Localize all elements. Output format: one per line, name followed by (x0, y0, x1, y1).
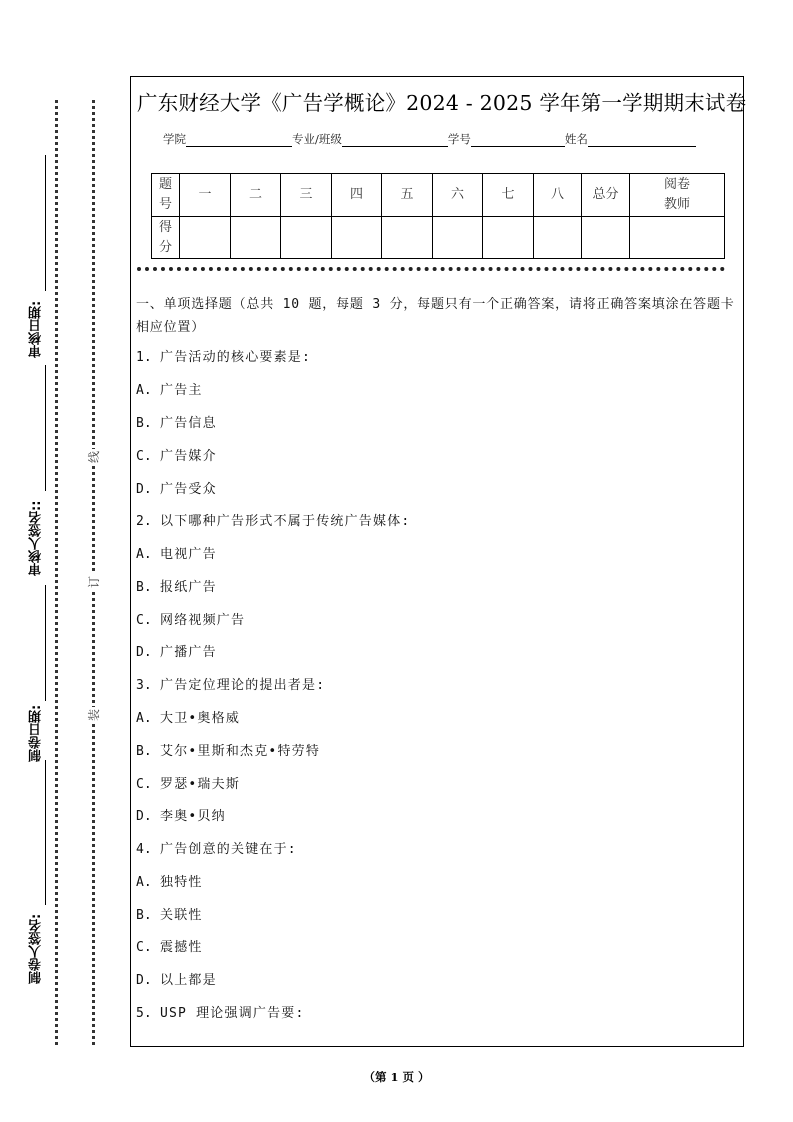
q4-option-d[interactable] (136, 969, 217, 988)
score-cell-total[interactable] (582, 217, 630, 259)
q1-option-c[interactable] (136, 445, 217, 464)
signature-line-make-date (45, 585, 46, 701)
student-id-field[interactable] (471, 132, 565, 147)
option-text: 以上都是 (160, 973, 217, 988)
question-text: 广告创意的关键在于: (160, 842, 297, 857)
score-table-header-row (152, 174, 725, 217)
make-date-label: 制卷日期: (29, 704, 44, 762)
option-text: 广告主 (160, 383, 203, 398)
col-header-3: 三 (281, 174, 332, 217)
question-4 (136, 838, 297, 857)
option-key: B. (136, 908, 152, 923)
question-text: 广告定位理论的提出者是: (160, 678, 326, 693)
score-cell-5[interactable] (382, 217, 433, 259)
question-number: 2. (136, 514, 152, 529)
score-cell-4[interactable] (332, 217, 382, 259)
col-header-total: 总分 (582, 174, 630, 217)
question-1 (136, 346, 311, 365)
col-header-8: 八 (534, 174, 582, 217)
option-key: A. (136, 383, 152, 398)
dotted-separator (137, 267, 725, 271)
option-key: B. (136, 416, 152, 431)
option-key: D. (136, 809, 152, 824)
question-number: 3. (136, 678, 152, 693)
major-class-label: 专业/班级 (292, 132, 342, 146)
binding-char-staple: 订 (87, 576, 101, 589)
college-label: 学院 (163, 132, 186, 146)
q1-option-b[interactable] (136, 412, 217, 431)
q4-option-c[interactable] (136, 936, 203, 955)
question-number: 4. (136, 842, 152, 857)
signature-line-review-date (45, 155, 46, 291)
signature-line-reviewer (45, 365, 46, 491)
q3-option-b[interactable] (136, 740, 320, 759)
score-cell-6[interactable] (433, 217, 483, 259)
option-text: 艾尔•里斯和杰克•特劳特 (160, 744, 321, 759)
review-date-label: 审核日期: (29, 300, 44, 358)
option-text: 广告信息 (160, 416, 217, 431)
score-table-score-row (152, 217, 725, 259)
maker-signature-label: 制卷人签名: (29, 913, 44, 985)
question-5 (136, 1002, 305, 1021)
option-key: C. (136, 449, 152, 464)
q3-option-c[interactable] (136, 773, 240, 792)
q1-option-d[interactable] (136, 478, 217, 497)
option-text: 网络视频广告 (160, 613, 246, 628)
question-number: 1. (136, 350, 152, 365)
col-header-2: 二 (231, 174, 281, 217)
page-number: （第 1 页 ） (363, 1070, 430, 1084)
col-header-6: 六 (433, 174, 483, 217)
binding-char-line: 线 (87, 451, 101, 464)
option-text: 广告受众 (160, 482, 217, 497)
option-key: D. (136, 973, 152, 988)
col-header-5: 五 (382, 174, 433, 217)
q1-option-a[interactable] (136, 379, 203, 398)
q3-option-d[interactable] (136, 805, 226, 824)
option-text: 独特性 (160, 875, 203, 890)
exam-title: 广东财经大学《广告学概论》2024 - 2025 学年第一学期期末试卷 (137, 91, 747, 115)
student-id-label: 学号 (447, 132, 471, 146)
q2-option-a[interactable] (136, 543, 217, 562)
name-field[interactable] (588, 132, 696, 147)
q2-option-c[interactable] (136, 609, 245, 628)
q3-option-a[interactable] (136, 707, 240, 726)
option-text: 罗瑟•瑞夫斯 (160, 777, 241, 792)
question-number: 5. (136, 1006, 152, 1021)
option-key: D. (136, 482, 152, 497)
question-2 (136, 510, 410, 529)
binding-char-bind: 装 (87, 709, 101, 722)
option-key: A. (136, 875, 152, 890)
option-key: C. (136, 777, 152, 792)
score-cell-3[interactable] (281, 217, 332, 259)
option-text: 广播广告 (160, 645, 217, 660)
option-text: 关联性 (160, 908, 203, 923)
col-header-4: 四 (332, 174, 382, 217)
option-text: 李奥•贝纳 (160, 809, 226, 824)
option-text: 电视广告 (160, 547, 217, 562)
signature-line-maker (45, 760, 46, 905)
grader-header: 阅卷 教师 (630, 174, 725, 217)
option-key: C. (136, 940, 152, 955)
score-cell-2[interactable] (231, 217, 281, 259)
dotted-line-inner (55, 100, 58, 1045)
score-row-header: 得 分 (152, 217, 180, 259)
option-key: A. (136, 711, 152, 726)
college-field[interactable] (186, 132, 292, 147)
grader-cell[interactable] (630, 217, 725, 259)
option-text: 大卫•奥格威 (160, 711, 241, 726)
section-heading: 一、单项选择题（总共 10 题，每题 3 分，每题只有一个正确答案，请将正确答案填涂在答题卡相应位置） (136, 297, 735, 335)
question-text: 广告活动的核心要素是: (160, 350, 312, 365)
q4-option-b[interactable] (136, 904, 203, 923)
question-number-header: 题 号 (152, 174, 180, 217)
major-class-field[interactable] (342, 132, 448, 147)
option-text: 震撼性 (160, 940, 203, 955)
q4-option-a[interactable] (136, 871, 203, 890)
question-3 (136, 674, 325, 693)
reviewer-signature-label: 审核人签名:: (29, 500, 44, 576)
score-cell-8[interactable] (534, 217, 582, 259)
student-info-row (163, 131, 696, 147)
option-key: A. (136, 547, 152, 562)
question-text: 以下哪种广告形式不属于传统广告媒体: (160, 514, 411, 529)
question-text: USP 理论强调广告要: (160, 1006, 305, 1021)
option-text: 广告媒介 (160, 449, 217, 464)
option-key: B. (136, 744, 152, 759)
option-text: 报纸广告 (160, 580, 217, 595)
option-key: C. (136, 613, 152, 628)
score-table (151, 173, 725, 259)
score-cell-1[interactable] (180, 217, 231, 259)
name-label: 姓名 (564, 132, 588, 146)
dotted-line-cut (92, 100, 95, 1045)
col-header-1: 一 (180, 174, 231, 217)
q2-option-d[interactable] (136, 641, 217, 660)
option-key: B. (136, 580, 152, 595)
option-key: D. (136, 645, 152, 660)
q2-option-b[interactable] (136, 576, 217, 595)
score-cell-7[interactable] (483, 217, 534, 259)
col-header-7: 七 (483, 174, 534, 217)
